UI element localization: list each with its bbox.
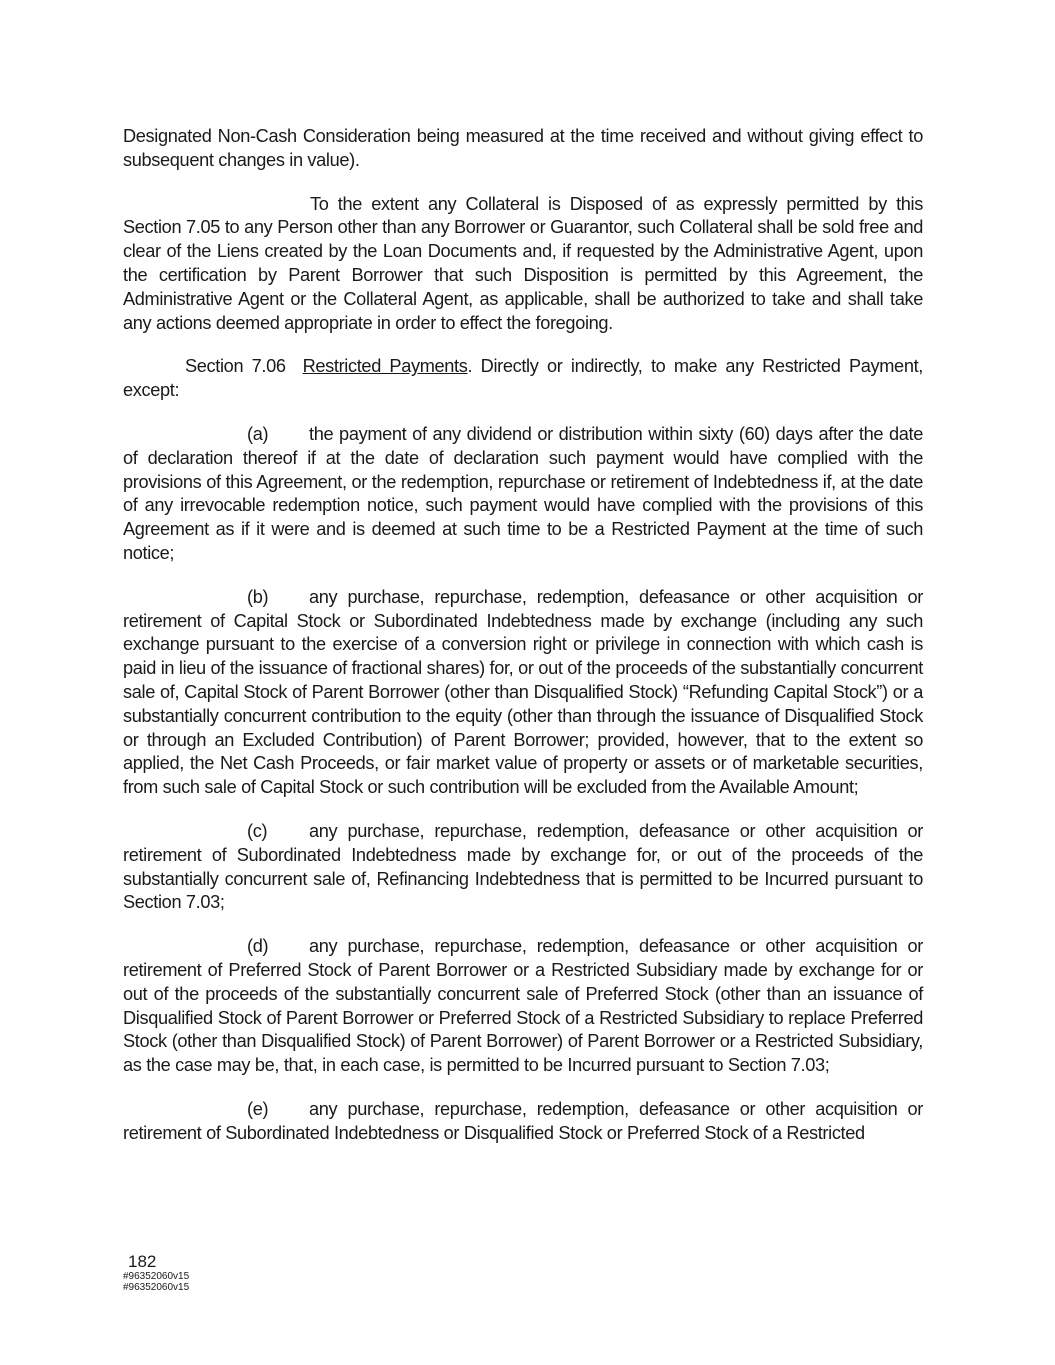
item-text: the payment of any dividend or distribution within sixty (60) days after the date of declaration thereof if at the date of declaration such payment would have complied with the provisions of this Agreement, or the redemption, repurchase or retirement of Indebtedness if, at the date of any irrevocable redemption notice, such payment would have complied with the provisions of this Agreement as if it were and is deemed at such time to be a Restricted Payment at the time of such notice;	[123, 423, 923, 563]
item-text: any purchase, repurchase, redemption, defeasance or other acquisition or retirement of Subordinated Indebtedness made by exchange for, or out of the proceeds of the substantially concurrent sale of, Refinancing Indebtedness that is permitted to be Incurred pursuant to Section 7.03;	[123, 820, 923, 913]
section-intro: . Directly or indirectly, to make any Restricted Payment, except:	[123, 356, 923, 401]
page-footer	[123, 1253, 189, 1293]
section-number: Section 7.06	[185, 356, 286, 377]
list-item-a	[123, 423, 923, 566]
list-item-d	[123, 935, 923, 1078]
list-item-c	[123, 820, 923, 915]
document-id: #96352060v15	[123, 1282, 190, 1293]
section-title: Restricted Payments	[302, 356, 468, 377]
document-id: #96352060v15	[123, 1271, 190, 1282]
list-item-b	[123, 586, 923, 800]
section-7-06-heading	[123, 355, 923, 403]
item-label: (d)	[247, 936, 269, 957]
item-label: (a)	[247, 423, 269, 444]
item-label: (b)	[247, 586, 269, 607]
item-text: any purchase, repurchase, redemption, defeasance or other acquisition or retirement of Subordinated Indebtedness or Disqualified Stock or Preferred Stock of a Restricted	[123, 1098, 923, 1143]
item-text: any purchase, repurchase, redemption, defeasance or other acquisition or retirement of Capital Stock or Subordinated Indebtedness made by exchange (including any such exchange pursuant to the exercise of a conversion right or privilege in connection with which cash is paid in lieu of the issuance of fractional shares) for, or out of the proceeds of the substantially concurrent sale of, Capital Stock of Parent Borrower (other than Disqualified Stock) “Refunding Capital Stock”) or a substantially concurrent contribution to the equity (other than through the issuance of Disqualified Stock or through an Excluded Contribution) of Parent Borrower; provided, however, that to the extent so applied, the Net Cash Proceeds, or fair market value of property or assets or of marketable securities, from such sale of Capital Stock or such contribution will be excluded from the Available Amount;	[123, 586, 923, 798]
list-item-e	[123, 1098, 923, 1146]
item-label: (c)	[247, 820, 268, 841]
item-text: any purchase, repurchase, redemption, defeasance or other acquisition or retirement of Preferred Stock of Parent Borrower or a Restricted Subsidiary made by exchange for or out of the proceeds of the substantially concurrent sale of Preferred Stock (other than an issuance of Disqualified Stock of Parent Borrower or Preferred Stock of a Restricted Subsidiary to replace Preferred Stock (other than Disqualified Stock) of Parent Borrower) of Parent Borrower or a Restricted Subsidiary, as the case may be, that, in each case, is permitted to be Incurred pursuant to Section 7.03;	[123, 936, 923, 1076]
document-page	[123, 125, 923, 1165]
paragraph-collateral-disposal: To the extent any Collateral is Disposed of as expressly permitted by this Section 7.05 to any Person other than any Borrower or Guarantor, such Collateral shall be sold free and clear of the Liens created by the Loan Documents and, if requested by the Administrative Agent, upon the certification by Parent Borrower that such Disposition is permitted by this Agreement, the Administrative Agent or the Collateral Agent, as applicable, shall be authorized to take and shall take any actions deemed appropriate in order to effect the foregoing.	[123, 193, 923, 333]
item-label: (e)	[247, 1098, 269, 1119]
paragraph-continuation: Designated Non-Cash Consideration being measured at the time received and without giving effect to subsequent changes in value).	[123, 126, 923, 170]
page-number: 182	[128, 1252, 157, 1271]
